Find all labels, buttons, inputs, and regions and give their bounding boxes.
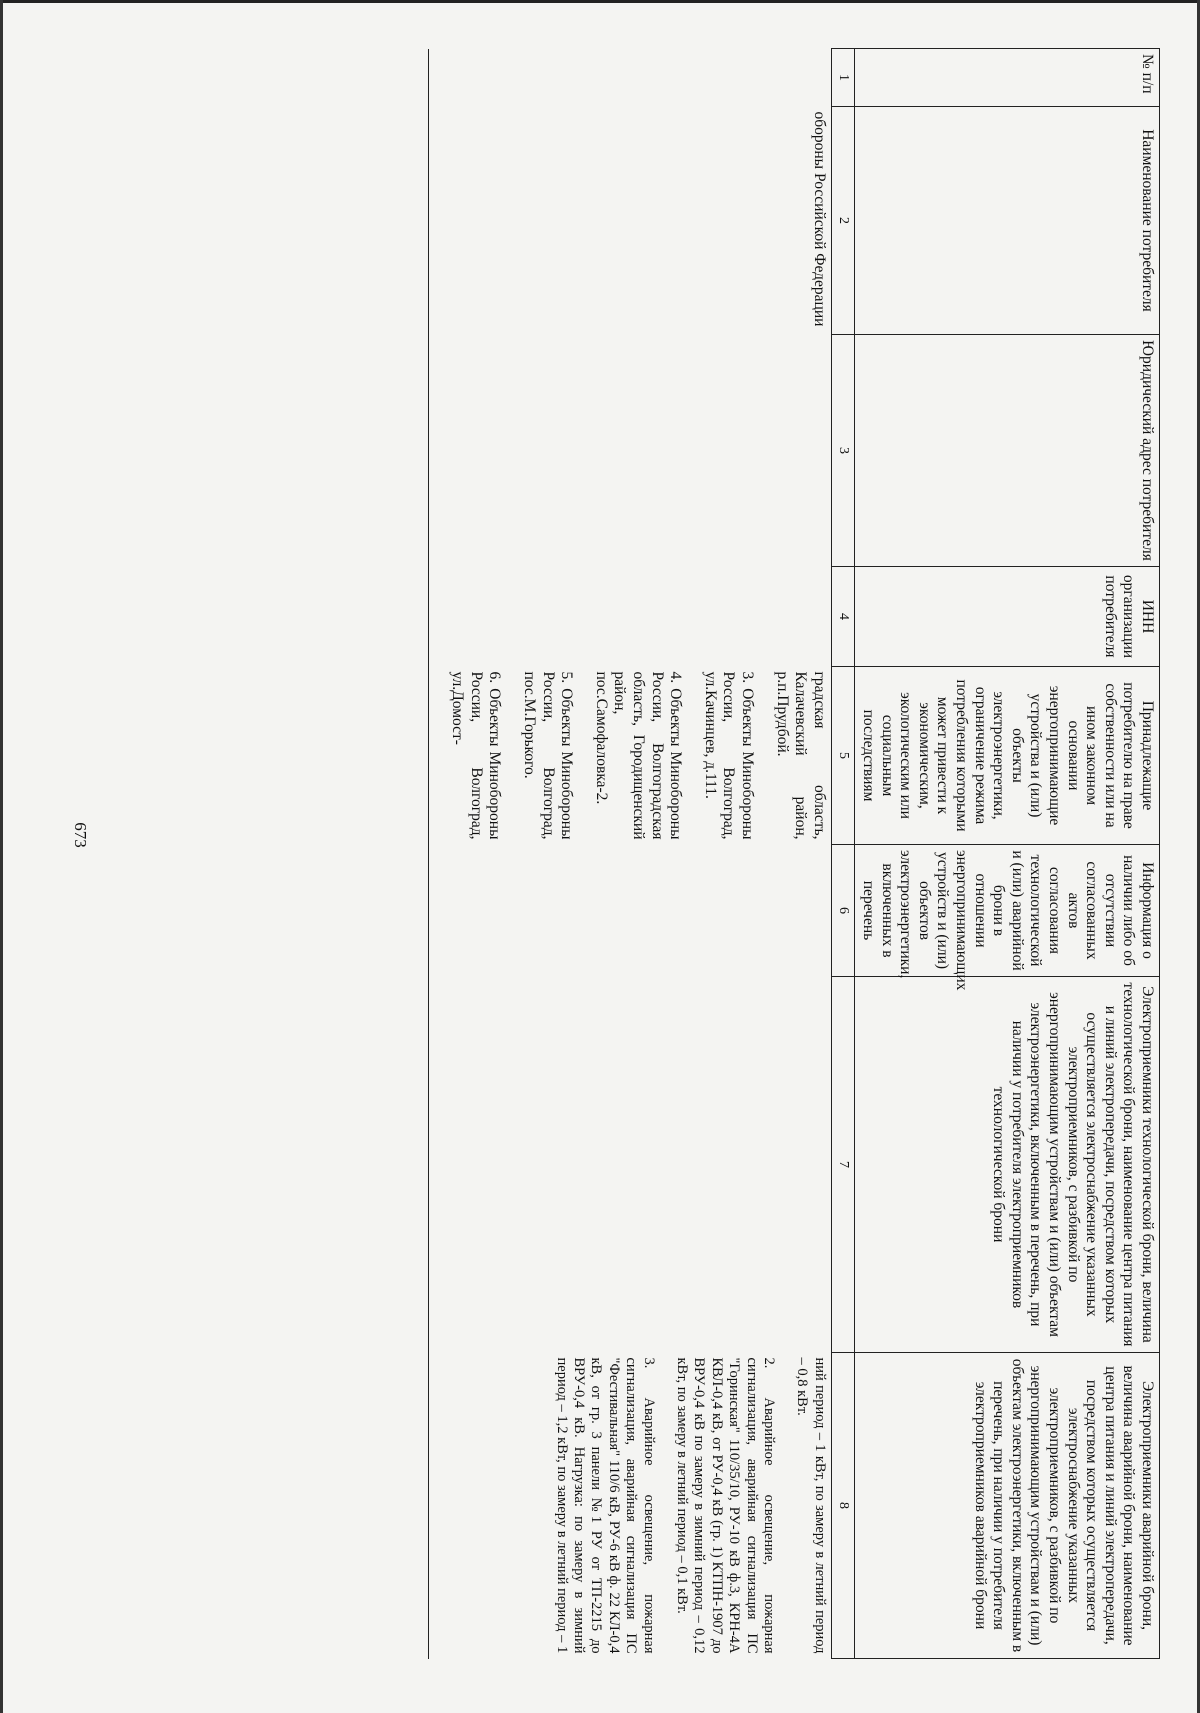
header-col-5: Принадлежащие потребителю на праве собственности или на ином законном основании энергопринимающие устройства и (или) объекты электроэнергетики, ограничение режима потребления которыми может привести к экономическим, экологическим или социальным последствиям bbox=[855, 667, 1160, 845]
column-number-8: 8 bbox=[831, 1353, 855, 1659]
header-col-2: Наименование потребителя bbox=[855, 107, 1160, 335]
cell-consumer-name bbox=[428, 107, 831, 335]
cell-agreements bbox=[428, 845, 831, 977]
object-entry: 6. Объекты Минобороны России, Волгоград, ул.Домост- bbox=[449, 671, 504, 840]
cell-tech-reserve bbox=[428, 977, 831, 1353]
object-entry: градская область, Калачевский район, р.п.Прудбой. bbox=[773, 671, 828, 840]
consumer-name: обороны Российской Федерации bbox=[810, 111, 828, 327]
cell-inn bbox=[428, 567, 831, 667]
object-entry: 3. Объекты Минобороны России, Волгоград, ул.Качинцев, д.111. bbox=[701, 671, 756, 840]
cell-objects bbox=[428, 667, 831, 845]
scan-edge-left bbox=[0, 0, 3, 1713]
column-number-1: 1 bbox=[831, 49, 855, 107]
emergency-reserve-entry: 2. Аварийное освещение, пожарная сигнализация, аварийная сигнализация ПС "Горинская" 110/35/10, РУ-10 кВ ф.3, КРН-4А КВЛ-0,4 кВ, от РУ-0,4 кВ (гр. 1) КТПН-1907 до ВРУ-0,4 кВ по замеру в зимний период – 0,12 кВт, по замеру в летний период – 0,1 кВт. bbox=[673, 1357, 777, 1654]
table-row bbox=[428, 49, 831, 1659]
scan-edge-top bbox=[0, 0, 1200, 3]
column-number-3: 3 bbox=[831, 335, 855, 567]
column-number-2: 2 bbox=[831, 107, 855, 335]
emergency-reserve-entry: ний период – 1 кВт, по замеру в летний период – 0,8 кВт. bbox=[794, 1357, 828, 1654]
object-entry: 4. Объекты Минобороны России, Волгоградская область, Городищенский район, пос.Самофаловка-2. bbox=[592, 671, 685, 840]
column-number-4: 4 bbox=[831, 567, 855, 667]
column-number-6: 6 bbox=[831, 845, 855, 977]
header-col-8: Электроприемники аварийной брони, величина аварийной брони, наименование центра питания и линий электропередачи, посредством которых осуществляется электроснабжение указанных электроприемников, с разбивкой по энергопринимающим устройствам и (или) объектам электроэнергетики, включенным в перечень, при наличии у потребителя электроприемников аварийной брони bbox=[855, 1353, 1160, 1659]
header-col-7: Электроприемники технологической брони, величина технологической брони, наименование центра питания и линий электропередачи, посредством которых осуществляется электроснабжение указанных электроприемников, с разбивкой по энергопринимающим устройствам и (или) объектам электроэнергетики, включенным в перечень, при наличии у потребителя электроприемников технологической брони bbox=[855, 977, 1160, 1353]
cell-number bbox=[428, 49, 831, 107]
page-number-text: 673 bbox=[71, 822, 90, 848]
column-number-row bbox=[831, 49, 855, 1659]
rotated-table-container bbox=[90, 48, 1160, 1658]
header-col-4: ИНН организации потребителя bbox=[855, 567, 1160, 667]
column-number-5: 5 bbox=[831, 667, 855, 845]
consumer-table bbox=[428, 48, 1160, 1659]
header-col-6: Информация о наличии либо об отсутствии согласованных актов согласования технологической и (или) аварийной брони в отношении энергопринимающих устройств и (или) объектов электроэнергетики, включенных в перечень bbox=[855, 845, 1160, 977]
object-entry: 5. Объекты Минобороны России, Волгоград, пос.М.Горького. bbox=[520, 671, 576, 840]
header-col-3: Юридический адрес потребителя bbox=[855, 335, 1160, 567]
column-number-7: 7 bbox=[831, 977, 855, 1353]
header-col-1: № п/п bbox=[855, 49, 1160, 107]
header-row bbox=[855, 49, 1160, 1659]
cell-address bbox=[428, 335, 831, 567]
cell-emergency-reserve bbox=[428, 1353, 831, 1659]
emergency-reserve-entry: 3. Аварийное освещение, пожарная сигнализация, аварийная сигнализация ПС "Фестивальная" 110/6 кВ, РУ-6 кВ ф. 22 КЛ-0,4 кВ, от гр. 3 панели №1 РУ от ТП-2215 до ВРУ-0,4 кВ. Нагрузка: по замеру в зимний период – 1,2 кВт, по замеру в летний период – 1 bbox=[553, 1357, 657, 1654]
